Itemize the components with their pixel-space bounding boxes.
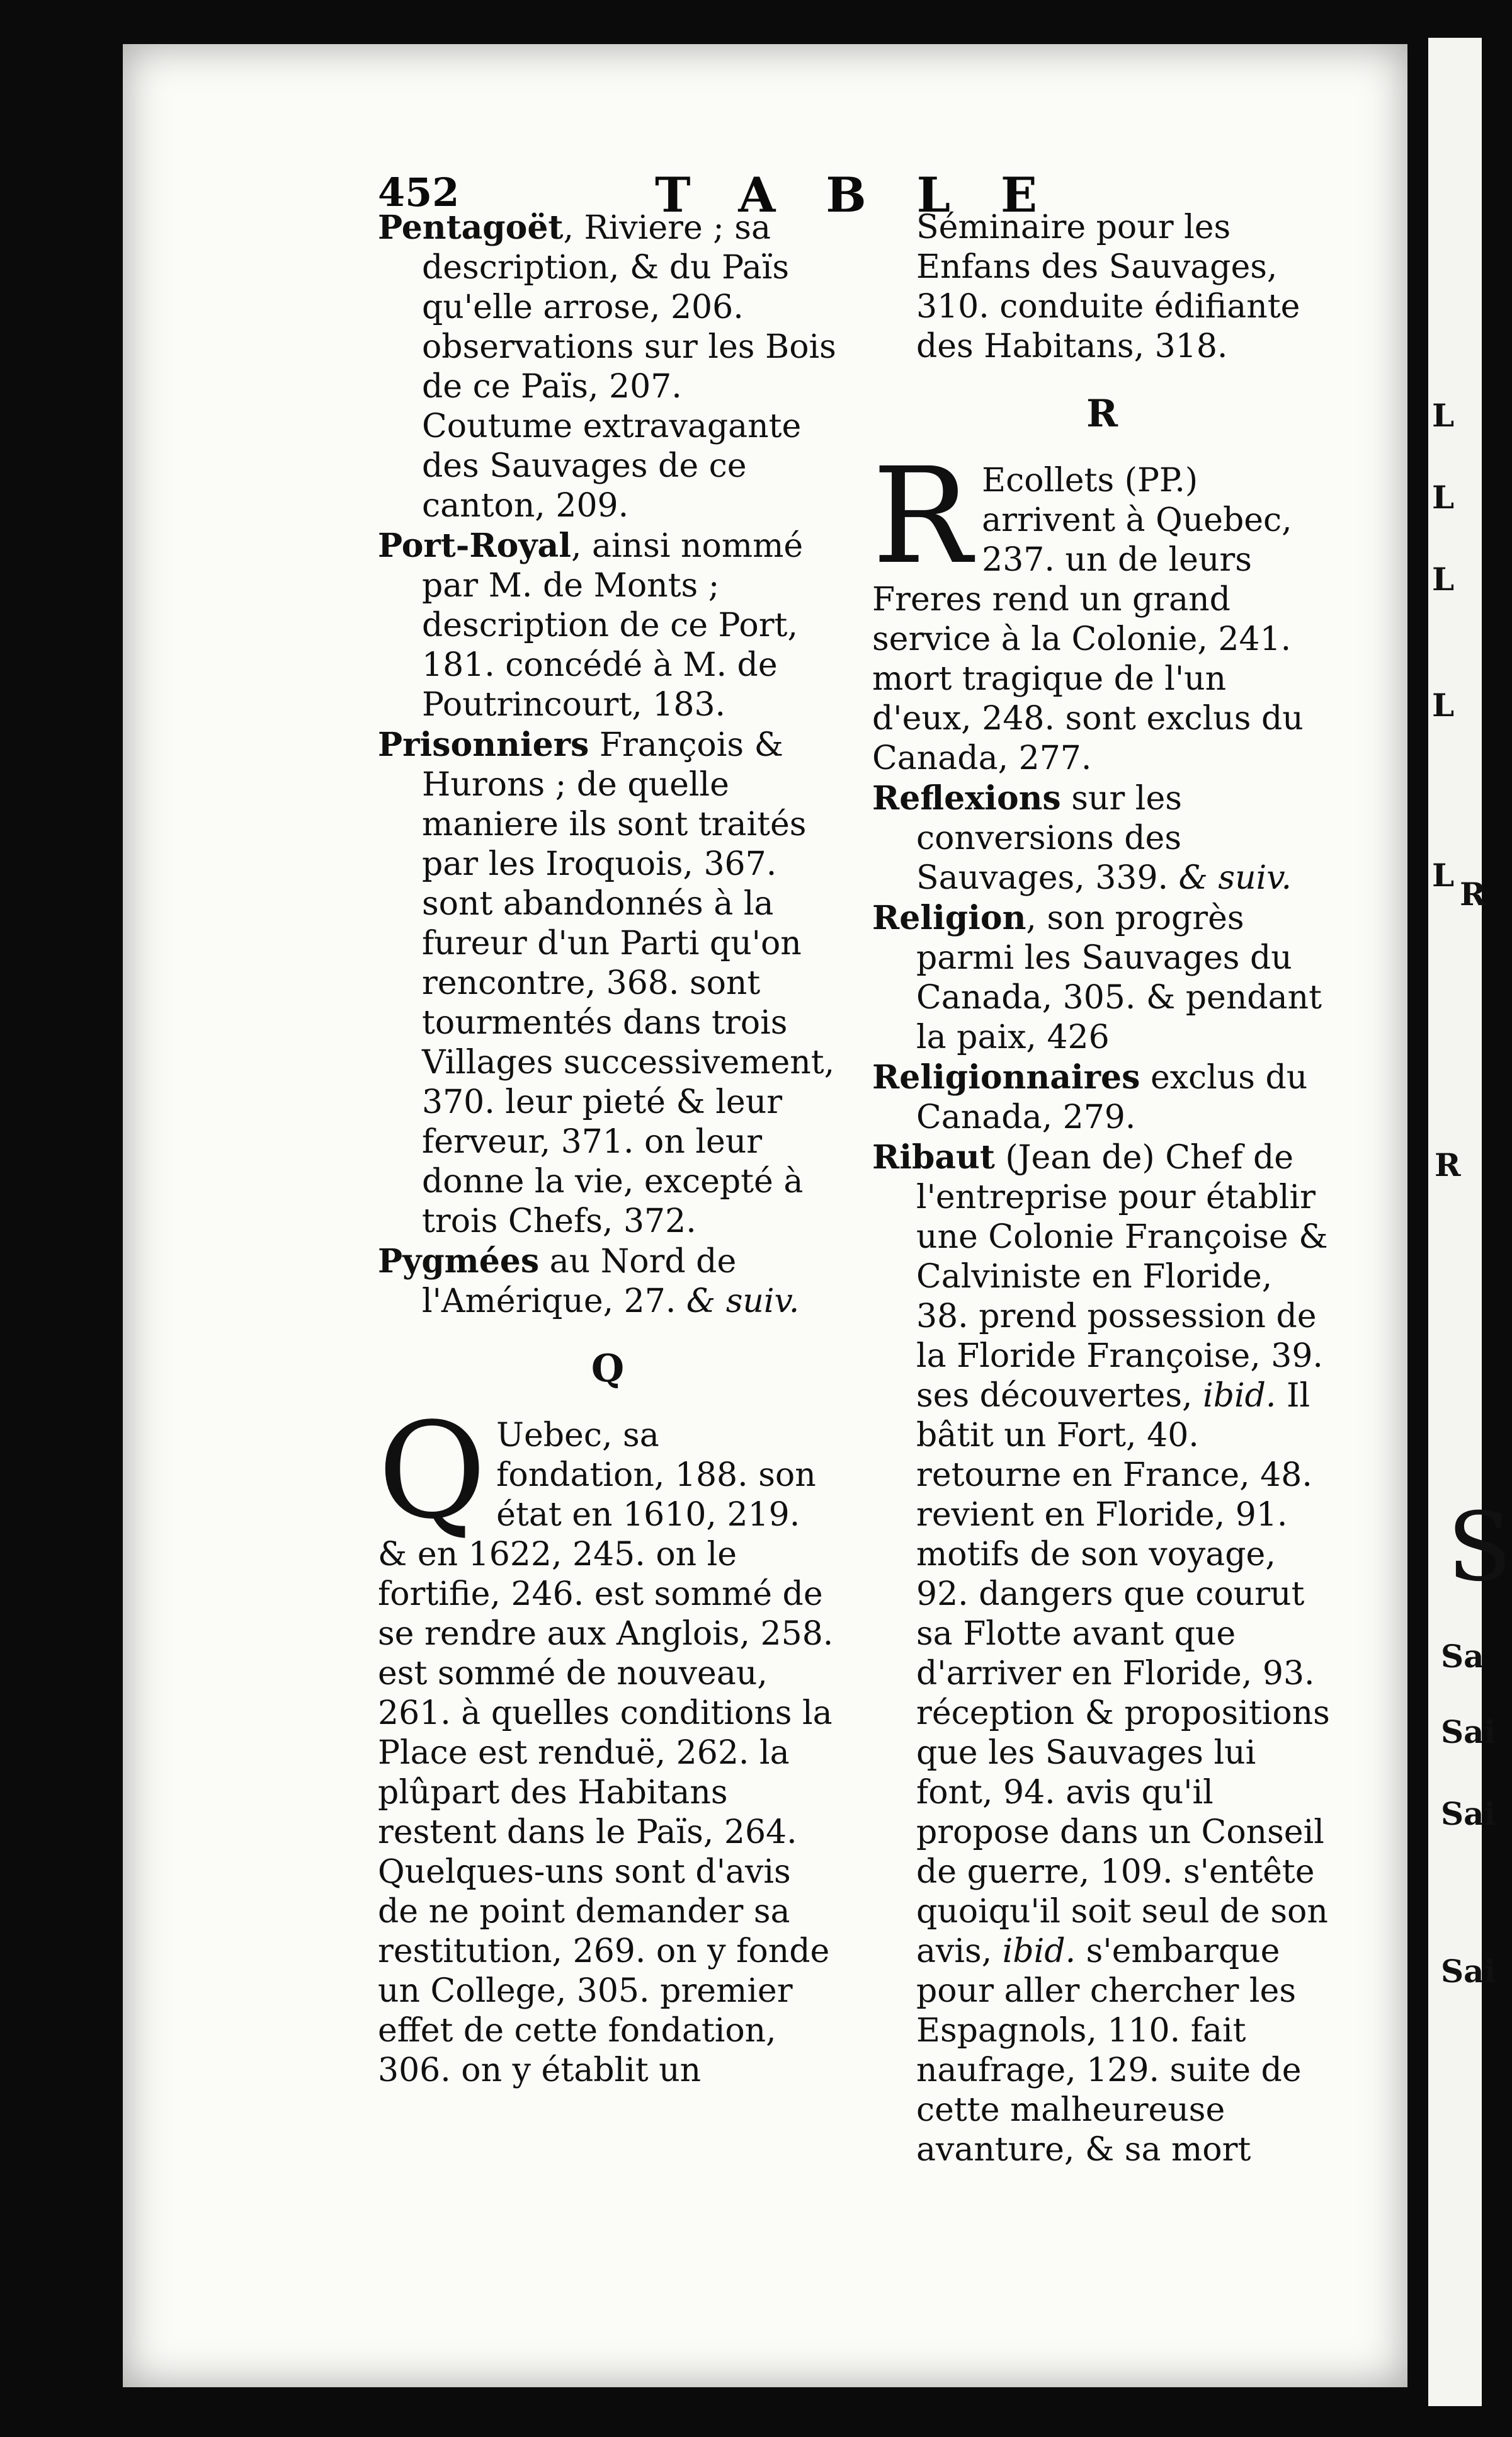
entry-text: s'embarque pour aller chercher les Espagnols, 110. fait naufrage, 129. suite de cette malheureuse avanture, & sa mort [916, 1932, 1302, 2169]
entry-italic: ibid. [1002, 1932, 1076, 1970]
index-entry [378, 208, 838, 526]
entry-headword: Prisonniers [378, 726, 589, 764]
entry-text: Il bâtit un Fort, 40. retourne en France, 48. revient en Floride, 91. motifs de son voyage, 92. dangers que courut sa Flotte avant que d'arriver en Floride, 93. réception & propositions que les Sauvages lui font, 94. avis qu'il propose dans un Conseil de guerre, 109. s'entête quoiqu'il soit seul de son avis, [916, 1377, 1330, 1970]
entry-text: sur les conversions des Sauvages, 339. [916, 780, 1182, 897]
index-entry [378, 725, 838, 1241]
index-entry [872, 779, 1332, 898]
entry-text: Ecollets (PP.) arrivent à Quebec, 237. un de leurs Freres rend un grand service à la Colonie, 241. mort tragique de l'un d'eux, 248. sont exclus du Canada, 277. [872, 462, 1304, 777]
strip-fragment: Sai [1441, 1713, 1496, 1750]
strip-fragment: Sai [1441, 1953, 1496, 1990]
strip-fragment: Sa [1441, 1638, 1484, 1675]
index-entry [872, 898, 1332, 1058]
strip-fragment: Sai [1441, 1795, 1496, 1832]
strip-fragment: L [1432, 479, 1455, 516]
entry-headword: Port-Royal [378, 527, 571, 565]
entry-headword: Pentagoët [378, 208, 564, 247]
right-column [872, 208, 1332, 2170]
page-number: 452 [378, 169, 460, 215]
strip-fragment: L [1432, 397, 1455, 434]
entry-headword: Ribaut [872, 1138, 995, 1177]
adjacent-page-strip [1428, 38, 1512, 2406]
strip-fragment: L [1432, 687, 1455, 724]
entry-italic: ibid. [1203, 1377, 1276, 1415]
running-title: TABLE [655, 167, 1088, 223]
section-letter: Q [591, 1347, 625, 1391]
entry-headword: Reflexions [872, 779, 1061, 818]
index-entry [378, 1241, 838, 1321]
entry-text: (Jean de) Chef de l'entreprise pour établir une Colonie Françoise & Calviniste en Floride, 38. prend possession de la Floride Françoise, 39. ses découvertes, [916, 1139, 1328, 1415]
drop-cap-entry [872, 439, 1332, 779]
entry-text: , ainsi nommé par M. de Monts ; description de ce Port, 181. concédé à M. de Poutrincourt, 183. [422, 527, 804, 724]
entry-headword: Religion [872, 899, 1026, 937]
index-entry [378, 526, 838, 725]
continuation-entry [872, 208, 1332, 367]
strip-fragment: S [1447, 1493, 1512, 1602]
section-letter: R [1086, 392, 1118, 436]
entry-italic: & suiv. [1178, 859, 1292, 897]
entry-headword: Pygmées [378, 1242, 540, 1281]
left-column [378, 208, 838, 2091]
entry-text: , Riviere ; sa description, & du Païs qu'elle arrose, 206. observations sur les Bois de ce Païs, 207. Coutume extravagante des Sauvages de ce canton, 209. [422, 209, 836, 525]
strip-fragment: R [1435, 1146, 1461, 1184]
entry-italic: & suiv. [686, 1282, 800, 1320]
entry-text: Séminaire pour les Enfans des Sauvages, 310. conduite édifiante des Habitans, 318. [916, 208, 1300, 365]
entry-text: exclus du Canada, 279. [916, 1059, 1308, 1136]
strip-fragment: R [1460, 876, 1486, 913]
index-entry [872, 1138, 1332, 2170]
drop-cap-entry [378, 1394, 838, 2091]
entry-text: François & Hurons ; de quelle maniere ils sont traités par les Iroquois, 367. sont abandonnés à la fureur d'un Parti qu'on rencontre, 368. sont tourmentés dans trois Villages successivement, 370. leur pieté & leur ferveur, 371. on leur donne la vie, excepté à trois Chefs, 372. [422, 726, 835, 1240]
entry-text: Uebec, sa fondation, 188. son état en 1610, 219. & en 1622, 245. on le fortifie, 246. est sommé de se rendre aux Anglois, 258. est sommé de nouveau, 261. à quelles conditions la Place est renduë, 262. la plûpart des Habitans restent dans le Païs, 264. Quelques-uns sont d'avis de ne point demander sa restitution, 269. on y fonde un College, 305. premier effet de cette fondation, 306. on y établit un [378, 1417, 834, 2089]
entry-text: au Nord de l'Amérique, 27. [422, 1243, 737, 1320]
drop-cap: Q [378, 1394, 487, 1548]
entry-headword: Religionnaires [872, 1058, 1140, 1097]
strip-fragment: L [1432, 857, 1455, 894]
drop-cap: R [872, 439, 972, 593]
entry-text: , son progrès parmi les Sauvages du Canada, 305. & pendant la paix, 426 [916, 899, 1322, 1056]
index-entry [872, 1058, 1332, 1138]
strip-fragment: L [1432, 561, 1455, 598]
